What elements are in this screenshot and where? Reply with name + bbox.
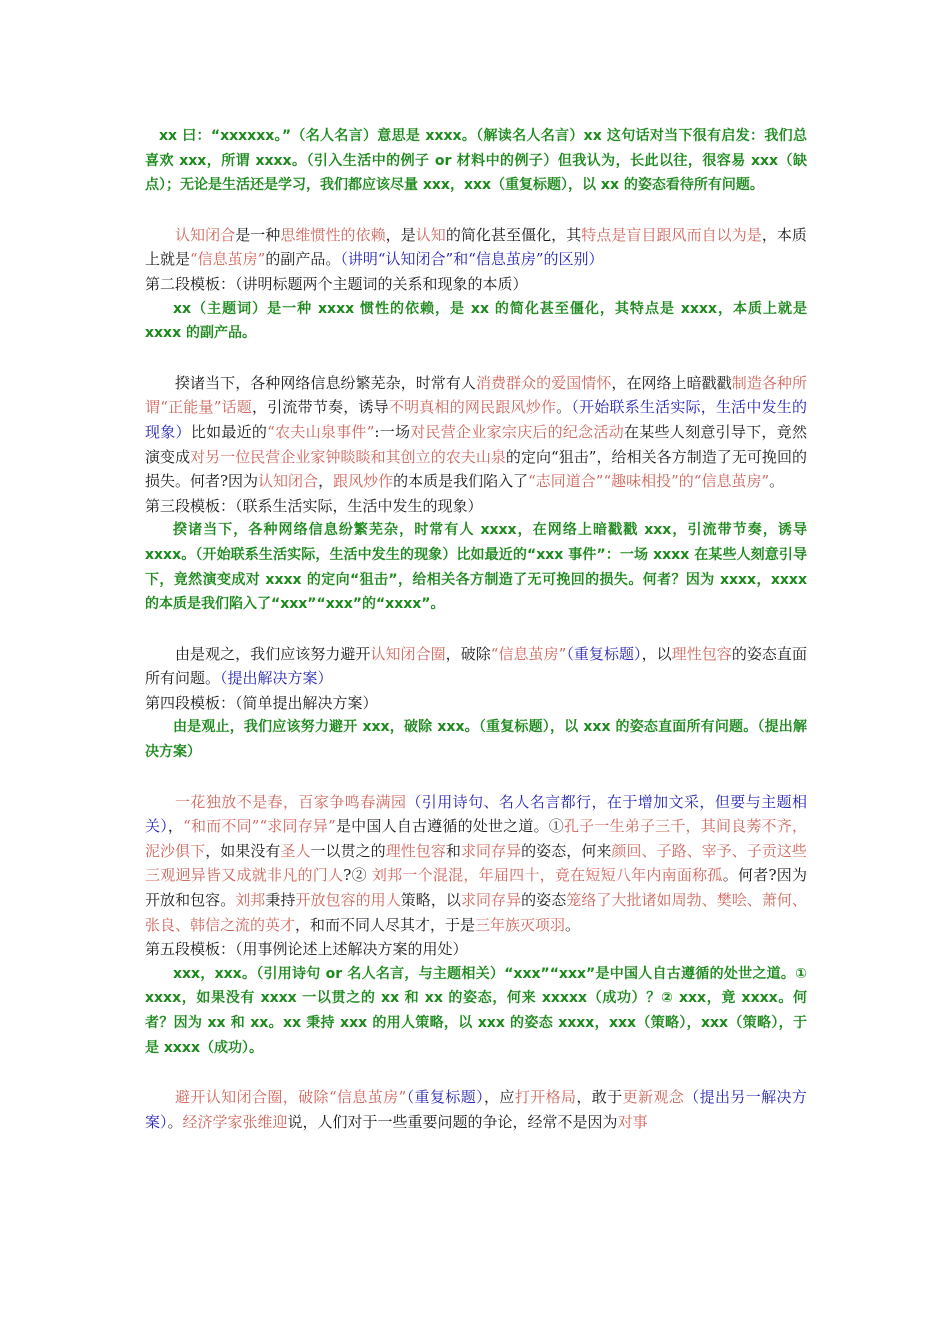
text-span: 。	[556, 398, 572, 417]
paragraph-6-sample	[145, 1085, 807, 1134]
text-span: 思维惯性的依赖	[280, 225, 386, 244]
text-span: 的副产品。	[265, 250, 341, 269]
text-span: （重复标题）	[566, 644, 642, 663]
text-span: :一场	[374, 422, 411, 441]
text-span: 认知闭合	[258, 472, 319, 491]
text-span: （讲明“认知闭合”和“信息茧房”的区别）	[340, 250, 604, 269]
text-span: 的本质是我们陷入了	[393, 472, 529, 491]
text-span: 在某些人刻意引导下，竟然演变成	[145, 422, 807, 466]
paragraph-3-sample	[145, 371, 807, 494]
text-span: ，破除	[445, 644, 491, 663]
text-span: 由是观之，我们应该努力避开	[175, 644, 371, 663]
text-span: （提出解决方案）	[220, 669, 333, 688]
text-span: 特点是盲目跟风而自以为是	[581, 225, 762, 244]
paragraph-2-template: xx（主题词）是一种 xxxx 惯性的依赖，是 xx 的简化甚至僵化，其特点是 xxxx，本质上就是 xxxx 的副产品。	[145, 300, 807, 342]
text-span: xx 曰：“xxxxxx。”（名人名言）意思是 xxxx。（解读名人名言）xx 这句话对当下很有启发：我们总喜欢 xxx，所谓 xxxx。（引入生活中的例子 or 材料中的例子）但我认为，长此以往，很容易 xxx（缺点）；无论是生活还是学习，我们都应该尽量 xxx，xxx（重复标题），以 xx 的姿态看待所有问题。	[145, 128, 807, 194]
text-span: 的定向“狙击”，给相关各方制造了无可挽回的损失。何者?因为	[145, 447, 807, 491]
text-span: （重复标题）	[406, 1088, 485, 1107]
paragraph-5-template-label: 第五段模板：（用事例论述上述解决方案的用处）	[145, 940, 468, 959]
text-span: 说，人们对于一些重要问题的争论，经常不是因为	[287, 1112, 618, 1131]
text-span: 揆诸当下，各种网络信息纷繁芜杂，时常有人	[175, 373, 476, 392]
paragraph-2-template-label: 第二段模板：（讲明标题两个主题词的关系和现象的本质）	[145, 274, 528, 293]
text-span: 不明真相的网民跟风炒作	[388, 398, 557, 417]
text-span: 求同存异	[460, 891, 522, 910]
text-span: （引用诗句、名人名言都行，在于增加文采，但要与主题相关）	[145, 792, 807, 836]
text-span: 认知闭合圈	[370, 644, 446, 663]
paragraph-2-sample	[145, 223, 807, 272]
text-span: ，在网络上暗戳戳	[611, 373, 732, 392]
text-span: ，	[318, 472, 334, 491]
text-span: 对另一位民营企业家钟睒睒和其创立的农夫山泉	[190, 447, 506, 466]
paragraph-5-template: xxx，xxx。（引用诗句 or 名人名言，与主题相关）“xxx”“xxx”是中国人自古遵循的处世之道。① xxxx，如果没有 xxxx 一以贯之的 xx 和 xx 的姿态，何来 xxxxx（成功）？② xxx，竟 xxxx。何者？因为 xx 和 xx。xx 秉持 xxx 的用人策略，以 xxx 的姿态 xxxx，xxx（策略），xxx（策略），于是 xxxx（成功）。	[145, 965, 807, 1056]
text-span: 对民营企业家宗庆后的纪念活动	[410, 422, 624, 441]
text-span: ，和而不同人尽其才，于是	[295, 915, 476, 934]
text-span: ，以	[641, 644, 672, 663]
text-span: ，是	[385, 225, 416, 244]
text-span: “志同道合”“趣味相投”的“信息茧房”	[528, 472, 770, 491]
text-span: ，如果没有	[205, 841, 281, 860]
paragraph-4-sample	[145, 642, 807, 691]
text-span: 制造各种所谓“正能量”话题	[145, 373, 807, 417]
text-span: 刘邦一个混混，年届四十，竟在短短八年内南面称孤	[371, 866, 723, 885]
text-span: 一花独放不是春，百家争鸣春满园	[175, 792, 407, 811]
text-span: 的姿态	[521, 891, 567, 910]
text-span: 。	[565, 915, 581, 934]
text-span: ，本质上就是	[145, 225, 807, 269]
text-span: 消费群众的爱国情怀	[475, 373, 612, 392]
text-span: 的简化甚至僵化，其	[445, 225, 582, 244]
text-span: ，引流带节奏，诱导	[252, 398, 389, 417]
text-span: 开放包容的用人	[295, 891, 401, 910]
text-span: 理性包容	[671, 644, 732, 663]
text-span: 孔子一生弟子三千，其间良莠不齐，泥沙俱下	[145, 817, 807, 860]
text-span: 跟风炒作	[333, 472, 394, 491]
text-span: 。	[167, 1112, 183, 1131]
text-span: “和而不同”“求同存异”	[183, 817, 336, 836]
paragraph-5-sample	[145, 790, 807, 938]
text-span: 求同存异	[460, 841, 522, 860]
text-span: 笼络了大批诸如周勃、樊哙、萧何、张良、韩信之流的英才	[145, 891, 807, 934]
text-span: 更新观念	[622, 1088, 685, 1107]
text-span: 颜回、子路、宰予、子贡这些三观迥异皆又成就非凡的门人	[145, 841, 807, 885]
text-span: 的姿态直面所有问题。	[145, 644, 807, 688]
text-span: 认知闭合	[175, 225, 236, 244]
text-span: 和	[445, 841, 461, 860]
text-span: ，敢于	[576, 1088, 623, 1107]
text-span: 对事	[617, 1112, 648, 1131]
text-span: 打开格局	[514, 1088, 577, 1107]
text-span: 策略，以	[400, 891, 461, 910]
text-span: ，应	[484, 1088, 515, 1107]
text-span: “信息茧房”	[490, 644, 567, 663]
text-span: ?②	[343, 866, 372, 885]
text-span: 秉持	[265, 891, 296, 910]
text-span: 是一种	[235, 225, 281, 244]
text-span: 的姿态，何来	[521, 841, 612, 860]
text-span: 。何者?因为开放和包容。	[145, 866, 807, 910]
paragraph-4-template: 由是观止，我们应该努力避开 xxx，破除 xxx。（重复标题），以 xxx 的姿态直面所有问题。（提出解决方案）	[145, 719, 807, 761]
text-span: 圣人	[280, 841, 311, 860]
text-span: 三年族灭项羽	[475, 915, 566, 934]
paragraph-4-template-label: 第四段模板：（简单提出解决方案）	[145, 693, 378, 712]
text-span: 比如最近的	[190, 422, 268, 441]
text-span: 认知	[415, 225, 446, 244]
text-span: ，	[167, 817, 184, 836]
paragraph-3-template: 揆诸当下，各种网络信息纷繁芜杂，时常有人 xxxx，在网络上暗戳戳 xxx，引流带节奏，诱导 xxxx。（开始联系生活实际，生活中发生的现象）比如最近的“xxx 事件”：一场 xxxx 在某些人刻意引导下，竟然演变成对 xxxx 的定向“狙击”，给相关各方制造了无可挽回的损失。何者？因为 xxxx，xxxx 的本质是我们陷入了“xxx”“xxx”的“xxxx”。	[145, 522, 807, 613]
text-span: 是中国人自古遵循的处世之道。①	[335, 817, 564, 836]
text-span: 。	[769, 472, 785, 491]
text-span: “信息茧房”	[190, 250, 266, 269]
text-span: （提出另一解决方案）	[145, 1088, 807, 1131]
text-span: 刘邦	[235, 891, 266, 910]
intro-template-paragraph	[145, 124, 807, 198]
text-span: （开始联系生活实际，生活中发生的现象）	[145, 398, 807, 441]
text-span: “农夫山泉事件”	[267, 422, 375, 441]
paragraph-3-template-label: 第三段模板：（联系生活实际，生活中发生的现象）	[145, 496, 483, 515]
text-span: 避开认知闭合圈，破除“信息茧房”	[175, 1088, 407, 1107]
text-span: 经济学家张维迎	[182, 1112, 288, 1131]
text-span: 理性包容	[385, 841, 446, 860]
text-span: 一以贯之的	[310, 841, 386, 860]
document-page	[145, 124, 807, 1134]
